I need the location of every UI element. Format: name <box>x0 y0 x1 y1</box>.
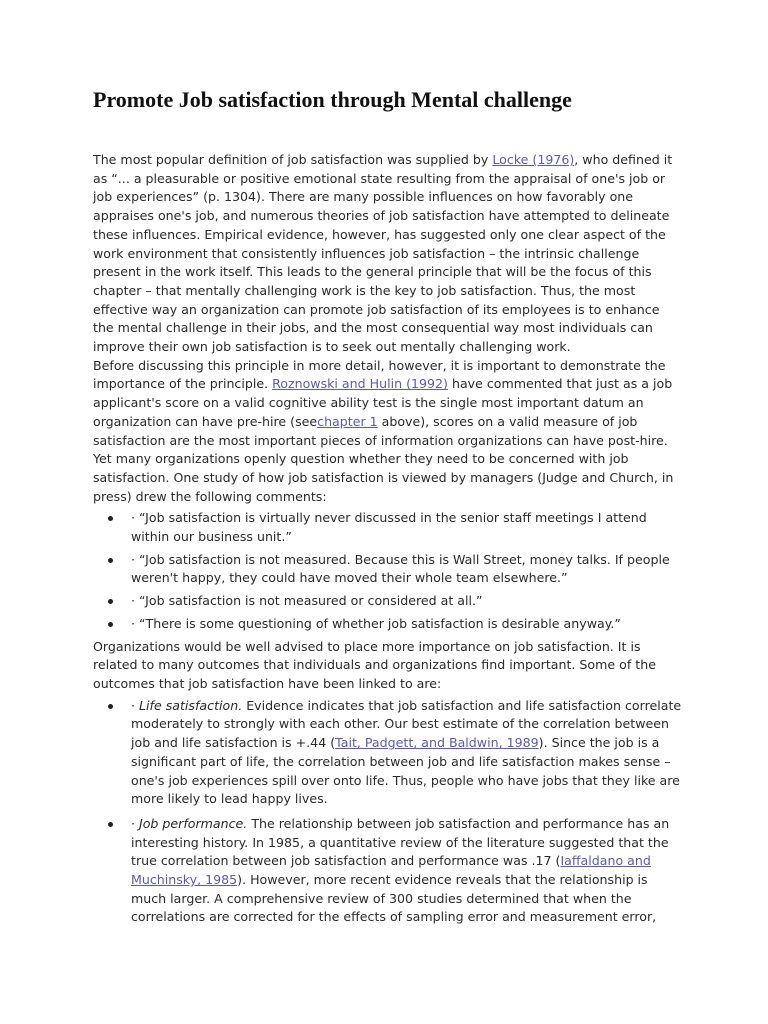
quotes-list <box>93 509 683 633</box>
paragraph-text: above), scores on a valid measure of job satisfaction are the most important pieces of information organizations can have post-hire. Yet many organizations openly question whether they need to be concerned with job satisfaction. One study of how job satisfaction is viewed by managers (Judge and Church, in press) drew the following comments: <box>93 413 674 504</box>
bullet-icon <box>108 558 113 563</box>
list-item <box>93 592 683 611</box>
outcome-term: Life satisfaction. <box>139 697 243 713</box>
bullet-icon <box>108 516 113 521</box>
outcome-text: ). However, more recent evidence reveals that the relationship is much larger. A comprehensive review of 300 studies determined that when the correlations are corrected for the effects of sampling error and measurement error, <box>131 872 657 925</box>
middot-marker: · <box>131 593 136 609</box>
bullet-icon <box>108 704 113 709</box>
bullet-icon <box>108 822 113 827</box>
middot-marker: · <box>131 510 136 526</box>
paragraph-text: , who defined it as “... a pleasurable or positive emotional state resulting from the appraisal of one's job or job experiences” (p. 1304). There are many possible influences on how favorably one appraises one's job, and numerous theories of job satisfaction have attempted to delineate these influences. Empirical evidence, however, has suggested only one clear aspect of the work environment that consistently influences job satisfaction – the intrinsic challenge present in the work itself. This leads to the general principle that will be the focus of this chapter – that mentally challenging work is the key to job satisfaction. Thus, the most effective way an organization can promote job satisfaction of its employees is to enhance the mental challenge in their jobs, and the most consequential way most individuals can improve their own job satisfaction is to seek out mentally challenging work. <box>93 152 673 355</box>
paragraph-text: have commented that just as a job applicant's score on a valid cognitive ability test is the single most important datum an organization can have pre-hire (see <box>93 376 673 429</box>
paragraph-outcomes: Organizations would be well advised to place more importance on job satisfaction. It is related to many outcomes that individuals and organizations find important. Some of the outcomes that job satisfaction have been linked to are: <box>93 638 656 691</box>
outcome-term: Job performance. <box>139 815 248 831</box>
paragraph-text: Before discussing this principle in more detail, however, it is important to demonstrate the importance of the principle. <box>93 357 666 392</box>
list-item <box>93 815 683 927</box>
citation-link-tait[interactable]: Tait, Padgett, and Baldwin, 1989 <box>335 735 539 751</box>
outcome-text: The relationship between job satisfaction and performance has an interesting history. In 1985, a quantitative review of the literature suggested that the true correlation between job satisfaction and performance was .17 ( <box>131 815 670 869</box>
quote-text: “Job satisfaction is not measured. Because this is Wall Street, money talks. If people weren't happy, they could have moved their whole team elsewhere.” <box>131 551 670 586</box>
paragraph-importance <box>93 357 683 507</box>
document-title: Promote Job satisfaction through Mental challenge <box>93 87 572 112</box>
bullet-icon <box>108 622 113 627</box>
paragraph-text: The most popular definition of job satisfaction was supplied by <box>93 152 493 167</box>
paragraph-definition <box>93 151 683 357</box>
quote-text: “Job satisfaction is not measured or considered at all.” <box>139 593 483 609</box>
quote-text: “There is some questioning of whether job satisfaction is desirable anyway.” <box>139 615 621 631</box>
bullet-icon <box>108 599 113 604</box>
citation-link-iaffaldano[interactable]: Iaffaldano and Muchinsky, 1985 <box>131 853 651 888</box>
document <box>93 86 683 933</box>
outcome-text: Evidence indicates that job satisfaction and life satisfaction correlate moderately to strongly with each other. Our best estimate of the correlation between job and life satisfaction is +.44 ( <box>131 697 682 751</box>
list-item <box>93 697 683 809</box>
middot-marker: · <box>131 615 136 631</box>
outcome-text: ). Since the job is a significant part of life, the correlation between job and life satisfaction makes sense – one's job experiences spill over onto life. Thus, people who have jobs that they like are more likely to lead happy lives. <box>131 735 680 807</box>
quote-text: “Job satisfaction is virtually never discussed in the senior staff meetings I attend within our business unit.” <box>131 510 647 545</box>
citation-link-locke[interactable]: Locke (1976) <box>492 152 575 167</box>
list-item <box>93 551 683 588</box>
middot-marker: · <box>131 551 136 567</box>
list-item <box>93 509 683 546</box>
middot-marker: · <box>131 815 136 831</box>
middot-marker: · <box>131 697 136 713</box>
list-item <box>93 615 683 634</box>
outcomes-list <box>93 697 683 927</box>
citation-link-roznowski[interactable]: Roznowski and Hulin (1992) <box>272 376 448 392</box>
chapter-link[interactable]: chapter 1 <box>317 413 378 429</box>
